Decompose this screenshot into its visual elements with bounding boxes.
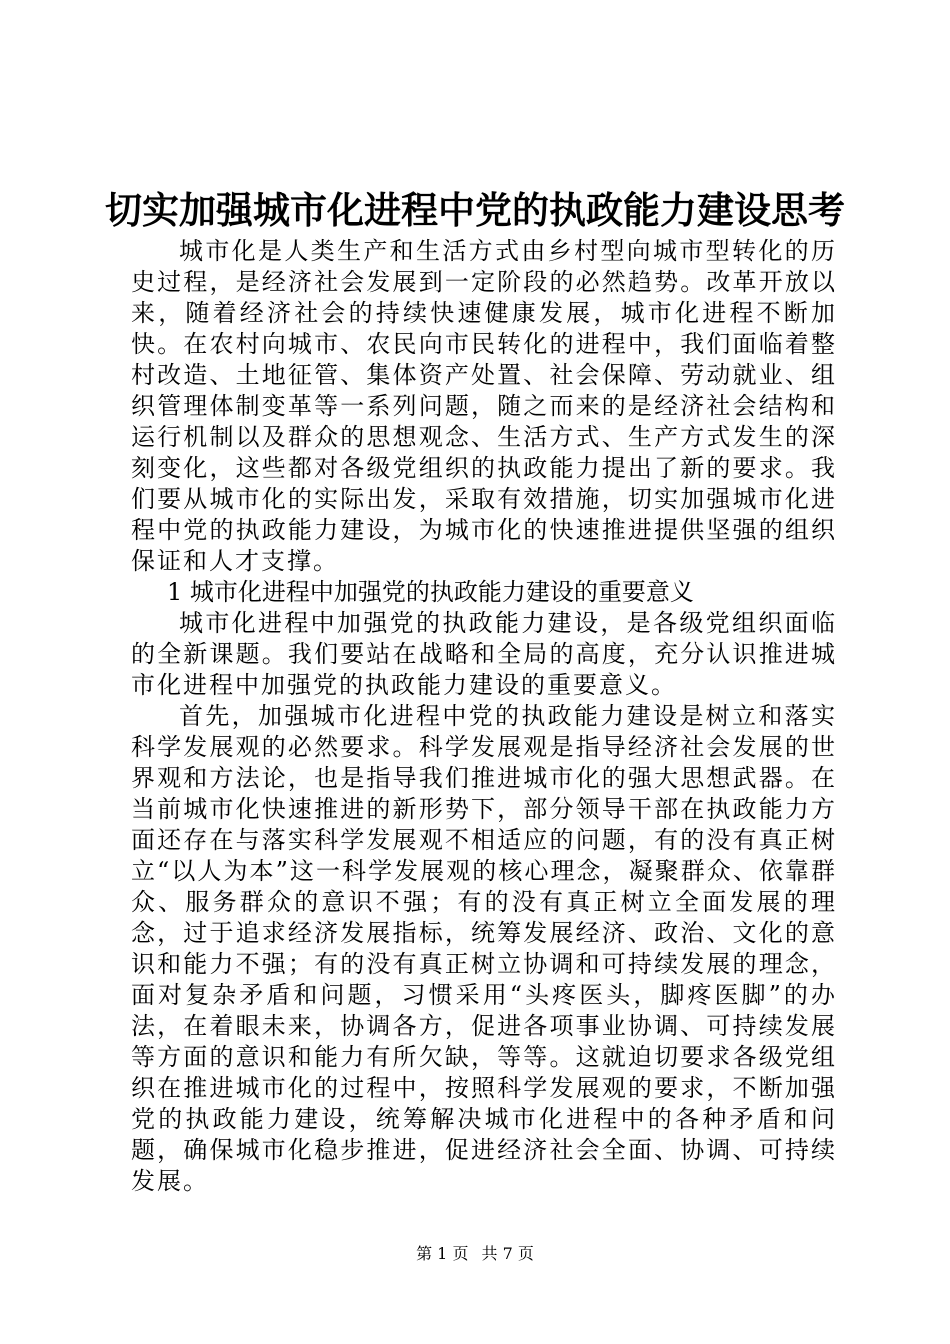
page-footer [0, 1244, 950, 1264]
paragraph-section-intro: 城市化进程中加强党的执政能力建设，是各级党组织面临的全新课题。我们要站在战略和全局的高度，充分认识推进城市化进程中加强党的执政能力建设的重要意义。 [131, 609, 837, 699]
section-heading: 1 城市化进程中加强党的执政能力建设的重要意义 [167, 578, 694, 606]
document-title: 切实加强城市化进程中党的执政能力建设思考 [105, 188, 845, 232]
page-total: 共 7 页 [481, 1244, 534, 1263]
paragraph-first-point: 首先，加强城市化进程中党的执政能力建设是树立和落实科学发展观的必然要求。科学发展观是指导经济社会发展的世界观和方法论，也是指导我们推进城市化的强大思想武器。在当前城市化快速推进的新形势下，部分领导干部在执政能力方面还存在与落实科学发展观不相适应的问题，有的没有真正树立“以人为本”这一科学发展观的核心理念，凝聚群众、依靠群众、服务群众的意识不强；有的没有真正树立全面发展的理念，过于追求经济发展指标，统筹发展经济、政治、文化的意识和能力不强；有的没有真正树立协调和可持续发展的理念，面对复杂矛盾和问题，习惯采用“头疼医头，脚疼医脚”的办法，在着眼未来，协调各方，促进各项事业协调、可持续发展等方面的意识和能力有所欠缺，等等。这就迫切要求各级党组织在推进城市化的过程中，按照科学发展观的要求，不断加强党的执政能力建设，统筹解决城市化进程中的各种矛盾和问题，确保城市化稳步推进，促进经济社会全面、协调、可持续发展。 [131, 702, 837, 1195]
document-body [131, 236, 837, 1197]
page-number: 第 1 页 [416, 1244, 469, 1263]
paragraph-intro: 城市化是人类生产和生活方式由乡村型向城市型转化的历史过程，是经济社会发展到一定阶段的必然趋势。改革开放以来，随着经济社会的持续快速健康发展，城市化进程不断加快。在农村向城市、农民向市民转化的进程中，我们面临着整村改造、土地征管、集体资产处置、社会保障、劳动就业、组织管理体制变革等一系列问题，随之而来的是经济社会结构和运行机制以及群众的思想观念、生活方式、生产方式发生的深刻变化，这些都对各级党组织的执政能力提出了新的要求。我们要从城市化的实际出发，采取有效措施，切实加强城市化进程中党的执政能力建设，为城市化的快速推进提供坚强的组织保证和人才支撑。 [131, 237, 837, 575]
